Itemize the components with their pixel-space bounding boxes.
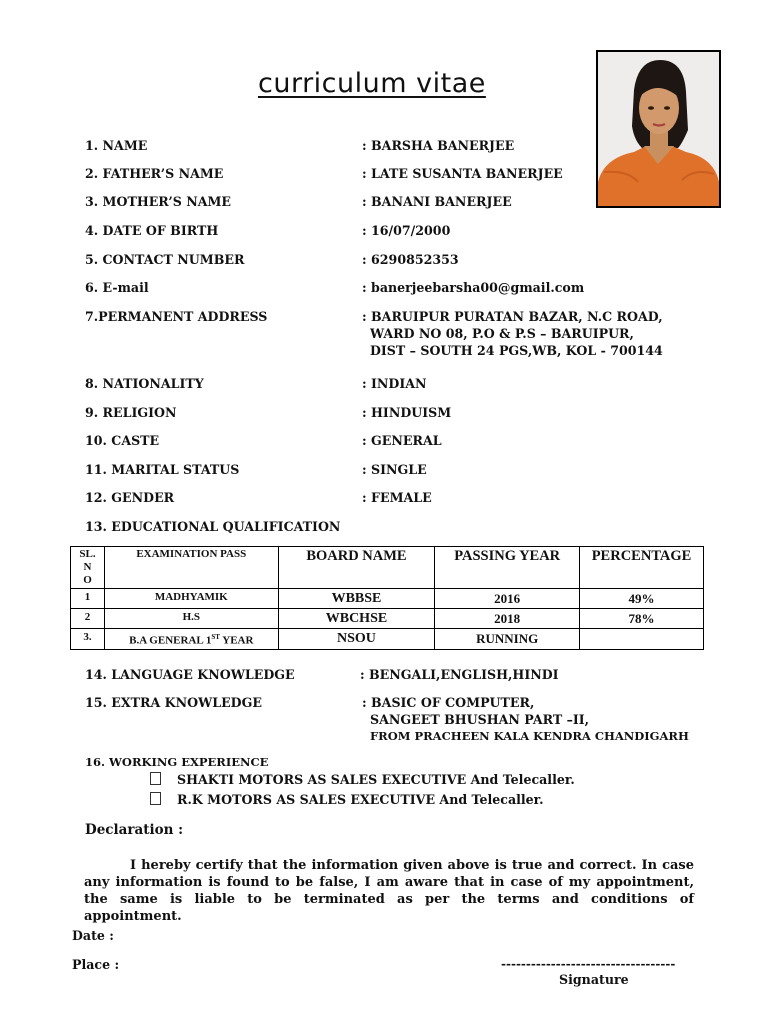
nationality-label: 8. NATIONALITY xyxy=(85,376,204,391)
row1-slno: 1 xyxy=(71,589,105,609)
language-knowledge-label: 14. LANGUAGE KNOWLEDGE xyxy=(85,667,295,682)
bullet-box-icon xyxy=(150,792,161,805)
row3-board: NSOU xyxy=(278,629,435,650)
row1-year: 2016 xyxy=(435,589,580,609)
row3-percentage xyxy=(580,629,704,650)
person-portrait-image xyxy=(598,52,719,206)
name-label: 1. NAME xyxy=(85,138,148,153)
signature-line: ----------------------------------- xyxy=(501,957,676,971)
gender-value: : FEMALE xyxy=(362,490,432,505)
fathers-name-value: : LATE SUSANTA BANERJEE xyxy=(362,166,563,181)
header-slno-line3: O xyxy=(83,574,92,586)
fathers-name-label: 2. FATHER’S NAME xyxy=(85,166,224,181)
extra-line-2: SANGEET BHUSHAN PART –II, xyxy=(370,712,590,727)
religion-value: : HINDUISM xyxy=(362,405,452,420)
declaration-heading: Declaration : xyxy=(85,822,184,838)
caste-value: : GENERAL xyxy=(362,433,442,448)
address-line-3: DIST – SOUTH 24 PGS,WB, KOL - 700144 xyxy=(370,343,663,358)
place-label: Place : xyxy=(72,957,120,972)
profile-photo xyxy=(596,50,721,208)
marital-status-value: : SINGLE xyxy=(362,462,427,477)
header-board-name: BOARD NAME xyxy=(278,547,435,589)
row2-year: 2018 xyxy=(435,609,580,629)
row3-exam-suffix: YEAR xyxy=(219,634,254,647)
permanent-address-value xyxy=(362,308,663,359)
table-row xyxy=(71,609,704,629)
row3-exam xyxy=(104,629,278,650)
address-line-2: WARD NO 08, P.O & P.S – BARUIPUR, xyxy=(370,326,634,341)
work-item-2 xyxy=(150,792,544,807)
row1-board: WBBSE xyxy=(278,589,435,609)
religion-label: 9. RELIGION xyxy=(85,405,177,420)
row2-percentage: 78% xyxy=(580,609,704,629)
nationality-value: : INDIAN xyxy=(362,376,427,391)
email-value: : banerjeebarsha00@gmail.com xyxy=(362,280,585,295)
permanent-address-label: 7.PERMANENT ADDRESS xyxy=(85,309,268,324)
gender-label: 12. GENDER xyxy=(85,490,175,505)
row3-year: RUNNING xyxy=(435,629,580,650)
name-value: : BARSHA BANERJEE xyxy=(362,138,515,153)
header-slno xyxy=(71,547,105,589)
work-item-1 xyxy=(150,772,575,787)
work-item-1-text: SHAKTI MOTORS AS SALES EXECUTIVE And Telecaller. xyxy=(177,772,575,787)
row3-exam-sup: ST xyxy=(211,633,220,641)
row2-exam: H.S xyxy=(104,609,278,629)
address-line-1: : BARUIPUR PURATAN BAZAR, N.C ROAD, xyxy=(362,309,663,324)
contact-number-label: 5. CONTACT NUMBER xyxy=(85,252,245,267)
header-examination: EXAMINATION PASS xyxy=(104,547,278,589)
date-of-birth-label: 4. DATE OF BIRTH xyxy=(85,223,219,238)
row2-slno: 2 xyxy=(71,609,105,629)
contact-number-value: : 6290852353 xyxy=(362,252,459,267)
date-of-birth-value: : 16/07/2000 xyxy=(362,223,451,238)
caste-label: 10. CASTE xyxy=(85,433,160,448)
mothers-name-value: : BANANI BANERJEE xyxy=(362,194,512,209)
row1-percentage: 49% xyxy=(580,589,704,609)
header-slno-line2: N xyxy=(83,561,92,573)
working-experience-heading: 16. WORKING EXPERIENCE xyxy=(85,755,269,769)
row1-exam: MADHYAMIK xyxy=(104,589,278,609)
row3-exam-text: B.A GENERAL 1 xyxy=(129,634,212,647)
row3-slno: 3. xyxy=(71,629,105,650)
date-label: Date : xyxy=(72,928,114,943)
cv-title: curriculum vitae xyxy=(258,68,486,99)
extra-line-3: FROM PRACHEEN KALA KENDRA CHANDIGARH xyxy=(370,729,689,743)
email-label: 6. E-mail xyxy=(85,280,149,295)
declaration-text: I hereby certify that the information given above is true and correct. In case any information is found to be false, I am aware that in case of my appointment, the same is liable to be terminated as per the terms and conditions of appointment. xyxy=(84,858,694,924)
table-header-row xyxy=(71,547,704,589)
marital-status-label: 11. MARITAL STATUS xyxy=(85,462,240,477)
table-row xyxy=(71,589,704,609)
extra-knowledge-value xyxy=(362,694,689,745)
header-percentage: PERCENTAGE xyxy=(580,547,704,589)
header-passing-year: PASSING YEAR xyxy=(435,547,580,589)
bullet-box-icon xyxy=(150,772,161,785)
table-row xyxy=(71,629,704,650)
educational-qualification-heading: 13. EDUCATIONAL QUALIFICATION xyxy=(85,519,341,534)
signature-label: Signature xyxy=(559,972,629,987)
extra-line-1: : BASIC OF COMPUTER, xyxy=(362,695,535,710)
language-knowledge-value: : BENGALI,ENGLISH,HINDI xyxy=(360,667,559,682)
header-slno-line1: SL. xyxy=(79,548,96,560)
row2-board: WBCHSE xyxy=(278,609,435,629)
work-item-2-text: R.K MOTORS AS SALES EXECUTIVE And Telecaller. xyxy=(177,792,544,807)
education-table xyxy=(70,546,704,650)
extra-knowledge-label: 15. EXTRA KNOWLEDGE xyxy=(85,695,262,710)
mothers-name-label: 3. MOTHER’S NAME xyxy=(85,194,232,209)
